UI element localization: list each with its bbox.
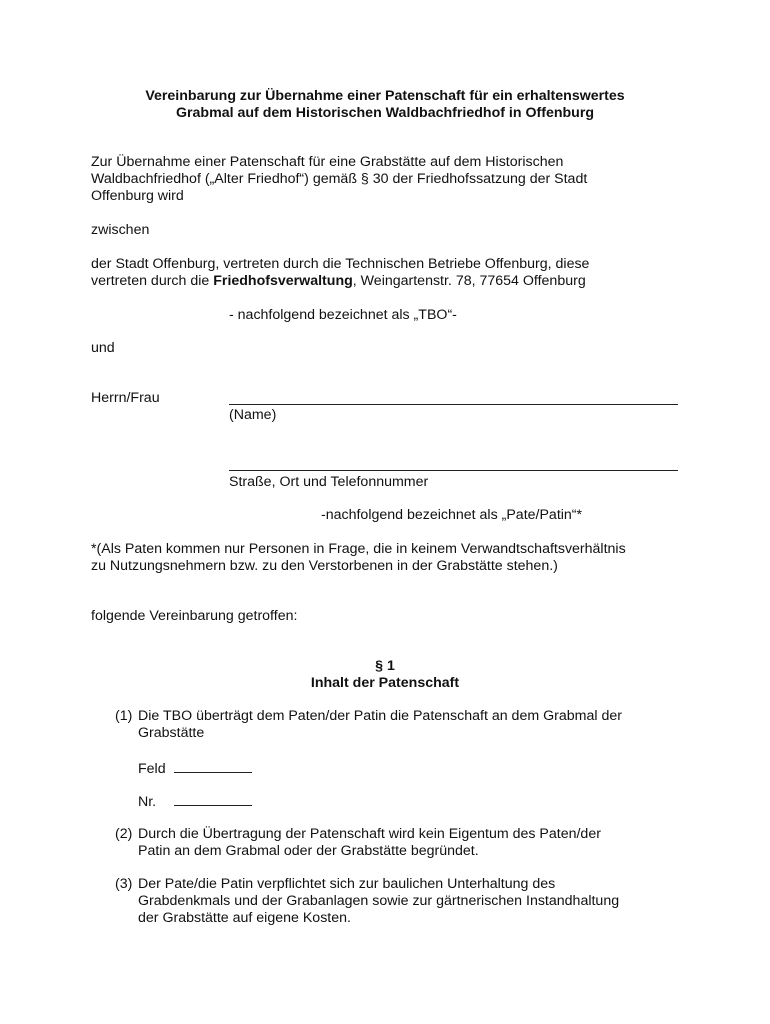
- party1-line-2: [91, 273, 586, 290]
- name-signature-line[interactable]: [229, 404, 678, 405]
- address-signature-line[interactable]: [229, 470, 678, 471]
- list-item: [115, 876, 556, 893]
- document-title-line-2: Grabmal auf dem Historischen Waldbachfriedhof in Offenburg: [175, 105, 595, 121]
- name-caption: (Name): [229, 407, 277, 423]
- item-text-line-2: Grabdenkmals und der Grabanlagen sowie zur gärtnerischen Instandhaltung: [138, 893, 620, 909]
- party1-line-2-pre: vertreten durch die: [91, 273, 214, 289]
- intro-line-2: Waldbachfriedhof („Alter Friedhof“) gemäß § 30 der Friedhofssatzung der Stadt: [91, 171, 588, 187]
- field-row: [138, 759, 252, 778]
- item-text-line-1: Durch die Übertragung der Patenschaft wird kein Eigentum des Paten/der: [138, 826, 601, 842]
- and-text: und: [91, 340, 115, 356]
- nr-row: [138, 792, 252, 811]
- nr-blank[interactable]: [174, 792, 252, 806]
- item-text-line-3: der Grabstätte auf eigene Kosten.: [138, 910, 351, 926]
- intro-line-1: Zur Übernahme einer Patenschaft für eine Grabstätte auf dem Historischen: [91, 154, 564, 170]
- footnote-line-1: *(Als Paten kommen nur Personen in Frage, die in keinem Verwandtschaftsverhältnis: [91, 541, 626, 557]
- agreement-text: folgende Vereinbarung getroffen:: [91, 608, 298, 624]
- document-title-line-1: Vereinbarung zur Übernahme einer Patenschaft für ein erhaltenswertes: [145, 88, 625, 104]
- section-heading: Inhalt der Patenschaft: [310, 675, 460, 691]
- footnote-line-2: zu Nutzungsnehmern bzw. zu den Verstorbenen in der Grabstätte stehen.): [91, 558, 558, 574]
- party1-line-2-post: , Weingartenstr. 78, 77654 Offenburg: [352, 273, 586, 289]
- item-text-line-1: Die TBO überträgt dem Paten/der Patin die Patenschaft an dem Grabmal der: [138, 708, 622, 724]
- item-number: (1): [115, 708, 133, 724]
- address-caption: Straße, Ort und Telefonnummer: [229, 474, 429, 490]
- intro-line-3: Offenburg wird: [91, 188, 184, 204]
- section-number: § 1: [375, 658, 395, 674]
- list-item: [115, 826, 601, 843]
- item-text-line-2: Grabstätte: [138, 725, 205, 741]
- party2-label: Herrn/Frau: [91, 390, 160, 406]
- party1-line-1: der Stadt Offenburg, vertreten durch die Technischen Betriebe Offenburg, diese: [91, 256, 590, 272]
- party2-designation: -nachfolgend bezeichnet als „Pate/Patin“*: [321, 507, 583, 523]
- item-number: (3): [115, 876, 133, 892]
- between-text: zwischen: [91, 222, 150, 238]
- field-label: Feld: [138, 761, 166, 777]
- item-text-line-1: Der Pate/die Patin verpflichtet sich zur baulichen Unterhaltung des: [138, 876, 556, 892]
- item-text-line-2: Patin an dem Grabmal oder der Grabstätte begründet.: [138, 843, 479, 859]
- friedhofsverwaltung-bold: Friedhofsverwaltung: [213, 273, 353, 289]
- item-number: (2): [115, 826, 133, 842]
- field-blank[interactable]: [174, 759, 252, 773]
- list-item: [115, 708, 622, 725]
- party1-designation: - nachfolgend bezeichnet als „TBO“-: [229, 307, 457, 323]
- nr-label: Nr.: [138, 794, 157, 810]
